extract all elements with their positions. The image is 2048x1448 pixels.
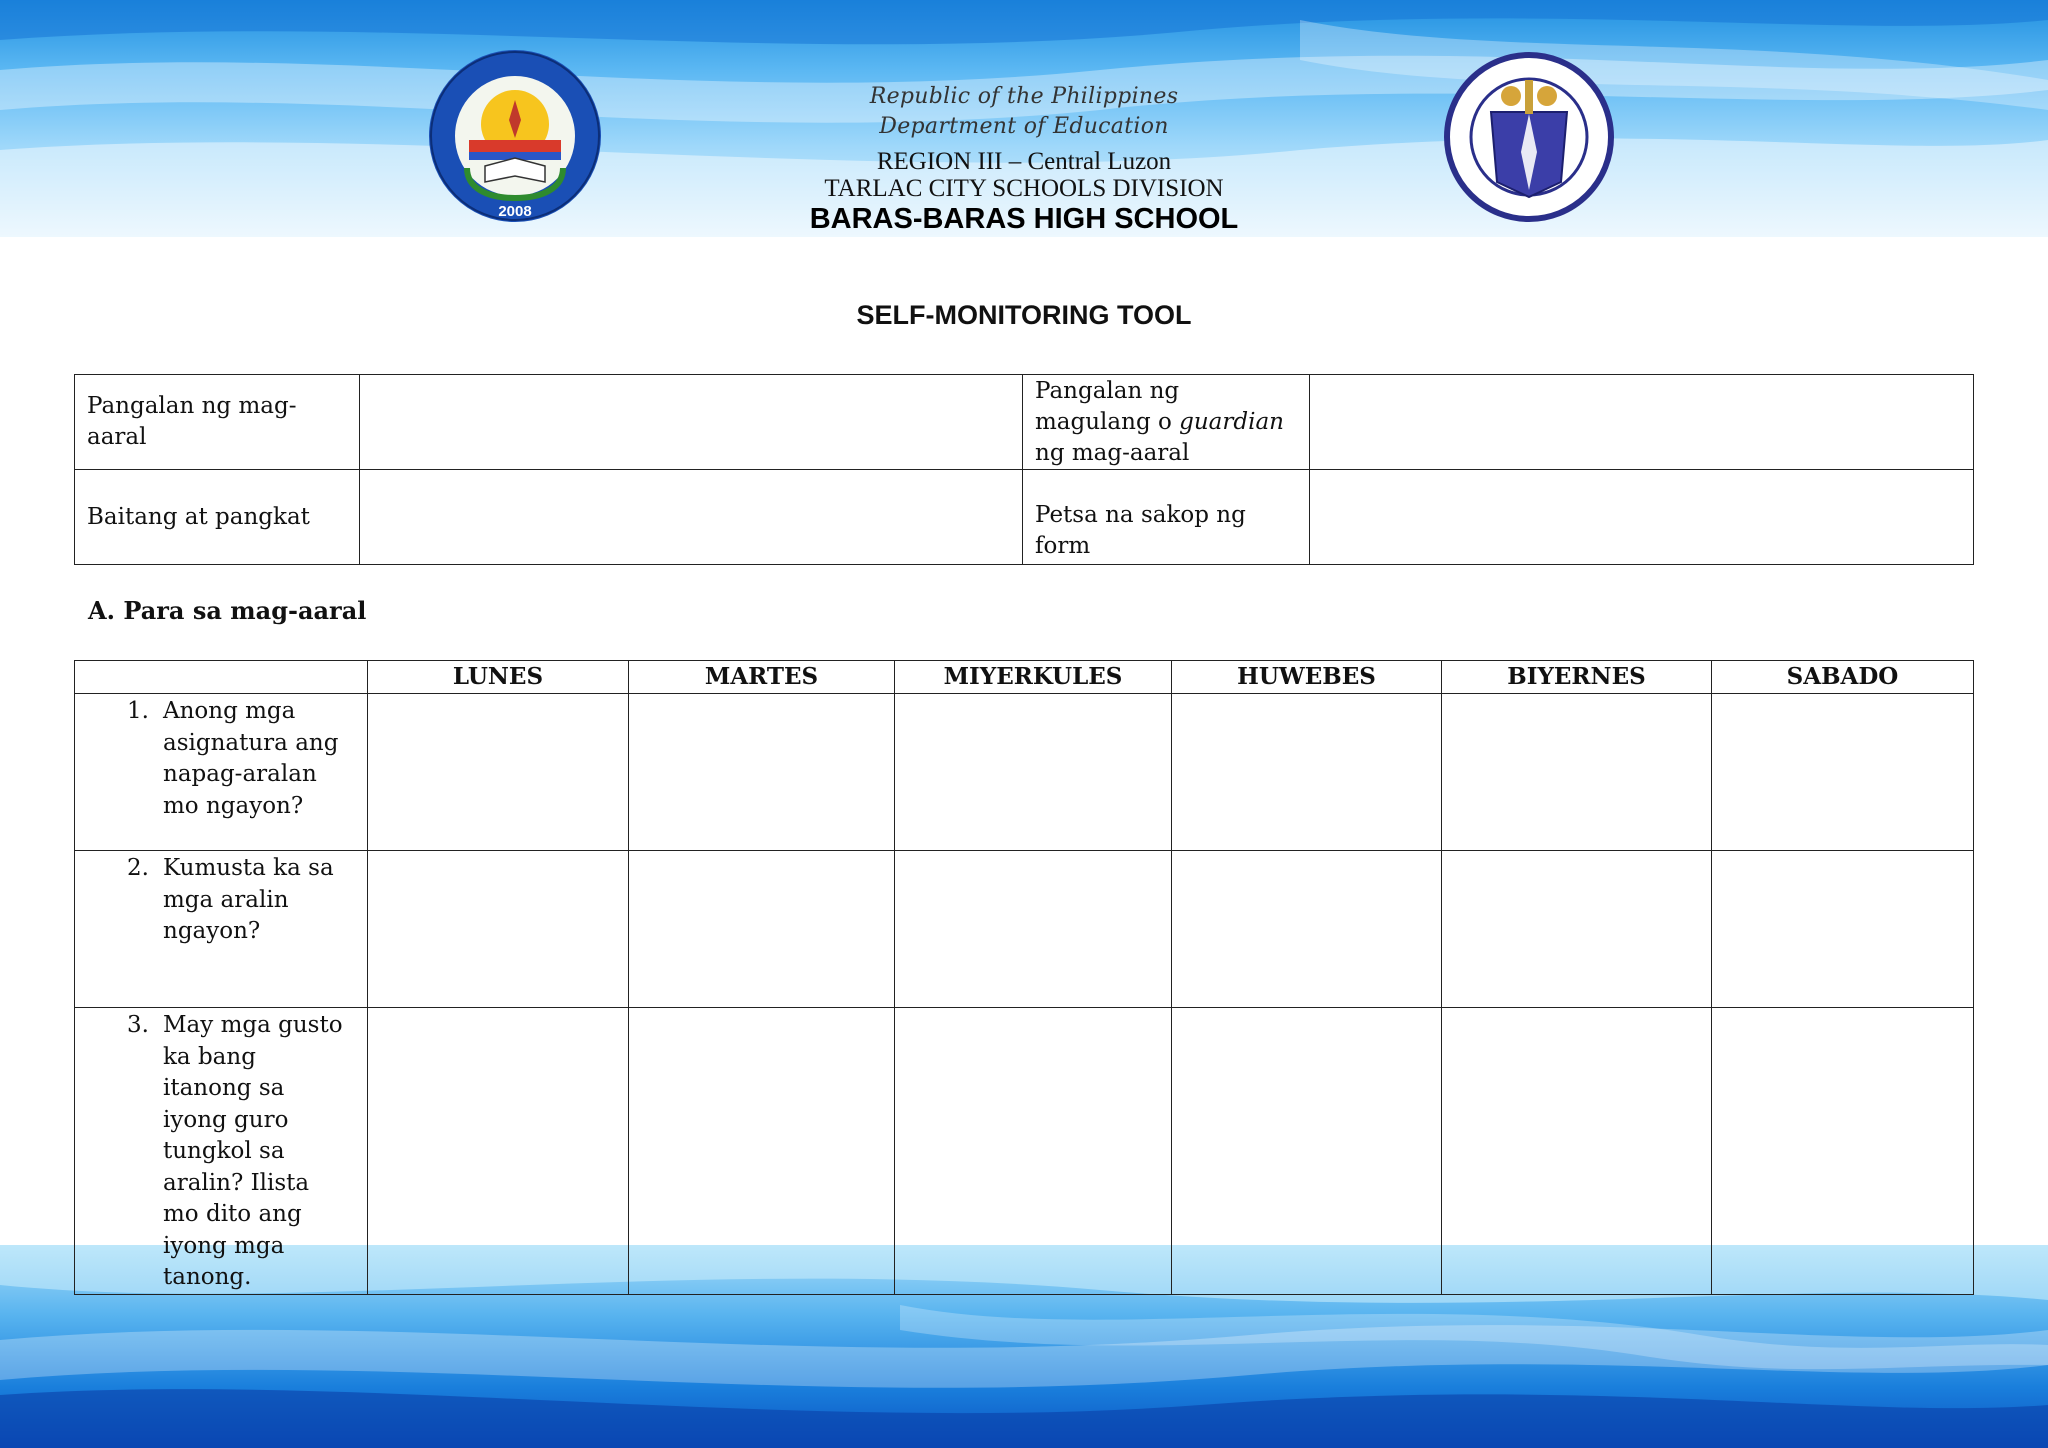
answer-cell-miyerkules[interactable] [895, 851, 1172, 1008]
answer-cell-biyernes[interactable] [1442, 1008, 1712, 1295]
header-school-name: BARAS-BARAS HIGH SCHOOL [809, 203, 1239, 235]
answer-cell-sabado[interactable] [1712, 1008, 1974, 1295]
date-covered-label: Petsa na sakop ng form [1023, 470, 1310, 565]
guardian-name-field[interactable] [1310, 375, 1974, 470]
answer-cell-miyerkules[interactable] [895, 694, 1172, 851]
answer-cell-sabado[interactable] [1712, 851, 1974, 1008]
answer-cell-huwebes[interactable] [1172, 851, 1442, 1008]
guardian-label-em: guardian [1179, 408, 1284, 435]
header-department: Department of Education [879, 114, 1169, 139]
answer-cell-martes[interactable] [629, 694, 895, 851]
table-row [75, 1008, 1974, 1295]
student-name-label: Pangalan ng mag-aaral [75, 375, 360, 470]
question-cell [75, 1008, 368, 1295]
student-name-field[interactable] [360, 375, 1023, 470]
day-header-lunes: LUNES [368, 661, 629, 694]
question-cell [75, 851, 368, 1008]
answer-cell-lunes[interactable] [368, 694, 629, 851]
answer-cell-huwebes[interactable] [1172, 1008, 1442, 1295]
header-republic: Republic of the Philippines [869, 84, 1179, 109]
answer-cell-lunes[interactable] [368, 1008, 629, 1295]
day-header-miyerkules: MIYERKULES [895, 661, 1172, 694]
corner-header [75, 661, 368, 694]
student-info-table [74, 374, 1974, 565]
question-text: Kumusta ka sa mga aralin ngayon? [163, 855, 334, 944]
question-number: 3. [127, 1012, 149, 1038]
answer-cell-biyernes[interactable] [1442, 851, 1712, 1008]
grade-section-field[interactable] [360, 470, 1023, 565]
day-header-huwebes: HUWEBES [1172, 661, 1442, 694]
header-division: TARLAC CITY SCHOOLS DIVISION [824, 175, 1224, 202]
school-seal-year: 2008 [498, 203, 532, 220]
answer-cell-miyerkules[interactable] [895, 1008, 1172, 1295]
deped-seal-icon [1441, 52, 1617, 222]
answer-cell-huwebes[interactable] [1172, 694, 1442, 851]
question-number: 1. [127, 698, 149, 724]
table-row [75, 851, 1974, 1008]
guardian-label-post: ng mag-aaral [1035, 439, 1190, 466]
school-seal-icon [427, 48, 603, 224]
guardian-name-label [1023, 375, 1310, 470]
answer-cell-martes[interactable] [629, 851, 895, 1008]
section-a-heading: A. Para sa mag-aaral [88, 596, 367, 625]
answer-cell-martes[interactable] [629, 1008, 895, 1295]
question-number: 2. [127, 855, 149, 881]
question-text: Anong mga asignatura ang napag-aralan mo ngayon? [163, 698, 339, 819]
day-header-martes: MARTES [629, 661, 895, 694]
answer-cell-sabado[interactable] [1712, 694, 1974, 851]
day-header-biyernes: BIYERNES [1442, 661, 1712, 694]
header-region: REGION III – Central Luzon [876, 148, 1172, 175]
question-cell [75, 694, 368, 851]
answer-cell-lunes[interactable] [368, 851, 629, 1008]
guardian-label-pre: Pangalan ng magulang o [1035, 377, 1180, 435]
table-row [75, 694, 1974, 851]
question-text: May mga gusto ka bang itanong sa iyong guro tungkol sa aralin? Ilista mo dito ang iyong mga tanong. [163, 1012, 343, 1290]
daily-monitoring-table [74, 660, 1974, 1295]
grade-section-label: Baitang at pangkat [75, 470, 360, 565]
page-title: SELF-MONITORING TOOL [856, 300, 1192, 330]
answer-cell-biyernes[interactable] [1442, 694, 1712, 851]
date-covered-field[interactable] [1310, 470, 1974, 565]
day-header-sabado: SABADO [1712, 661, 1974, 694]
